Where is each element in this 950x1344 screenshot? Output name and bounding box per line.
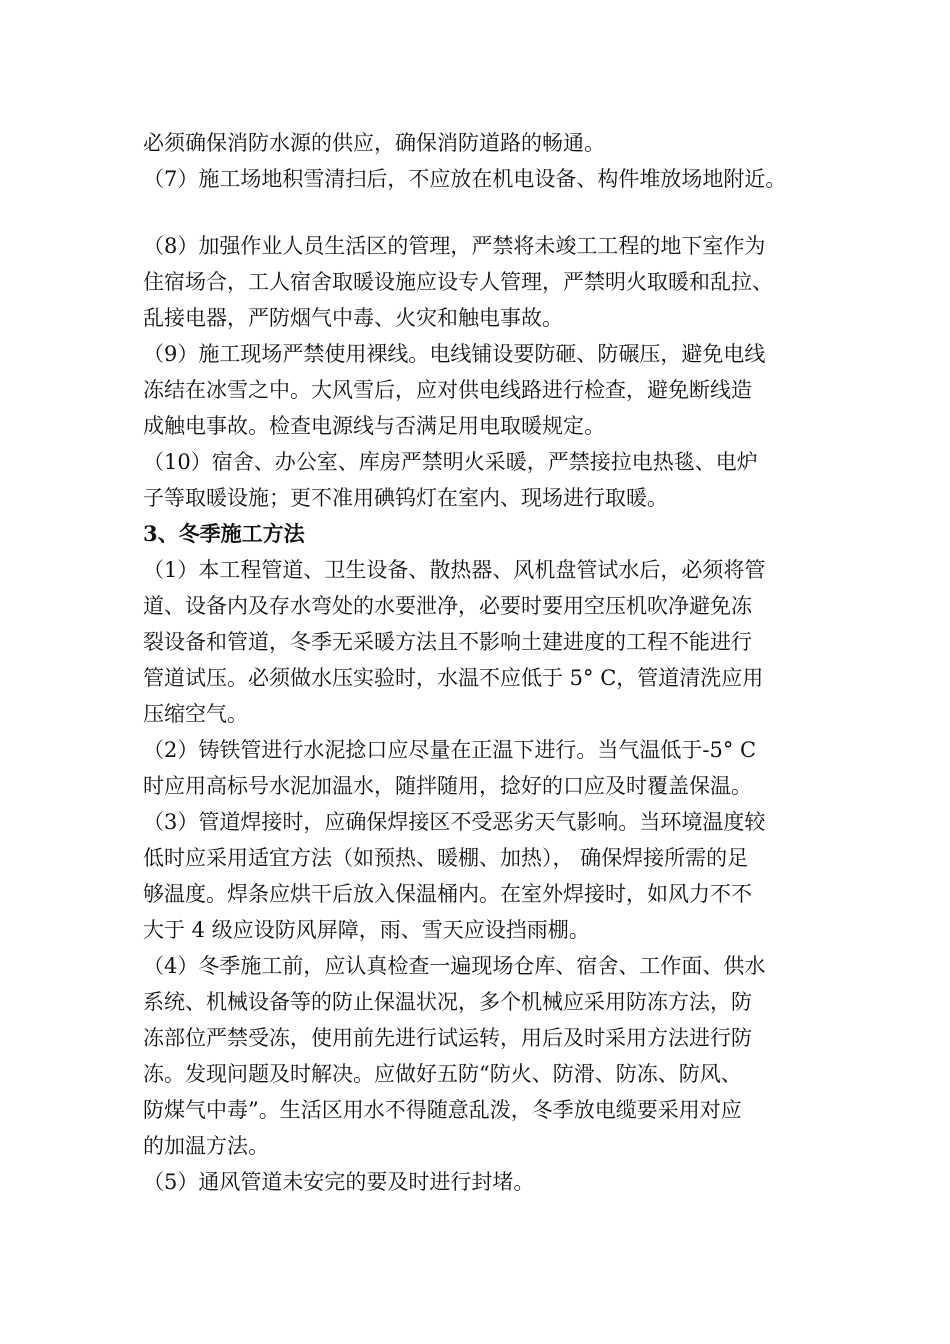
paragraph-line: 道、设备内及存水弯处的水要泄净，必要时要用空压机吹净避免冻	[143, 594, 752, 618]
paragraph-line: 冻部位严禁受冻，使用前先进行试运转，用后及时采用方法进行防	[143, 1026, 752, 1050]
paragraph-line: （4）冬季施工前，应认真检查一遍现场仓库、宿舍、工作面、供水	[143, 954, 766, 978]
paragraph-line: （7）施工场地积雪清扫后，不应放在机电设备、构件堆放场地附近。	[143, 167, 787, 191]
paragraph-line: 必须确保消防水源的供应，确保消防道路的畅通。	[143, 131, 605, 155]
paragraph-line: 管道试压。必须做水压实验时，水温不应低于 5° C，管道清洗应用	[143, 666, 764, 690]
paragraph-line: 的加温方法。	[143, 1134, 269, 1158]
paragraph-line: 冻结在冰雪之中。大风雪后，应对供电线路进行检查，避免断线造	[143, 378, 752, 402]
paragraph-line: 成触电事故。检查电源线与否满足用电取暖规定。	[143, 414, 605, 438]
paragraph-line: （5）通风管道未安完的要及时进行封堵。	[143, 1170, 535, 1194]
paragraph-line: （9）施工现场严禁使用裸线。电线铺设要防砸、防碾压，避免电线	[143, 342, 766, 366]
paragraph-line: （2）铸铁管进行水泥捻口应尽量在正温下进行。当气温低于-5° C	[143, 738, 757, 762]
text-block-top	[143, 125, 823, 197]
paragraph-line: 低时应采用适宜方法（如预热、暖棚、加热）， 确保焊接所需的足	[143, 846, 749, 870]
paragraph-line: （10）宿舍、办公室、库房严禁明火采暖，严禁接拉电热毯、电炉	[143, 450, 758, 474]
paragraph-line: 乱接电器，严防烟气中毒、火灾和触电事故。	[143, 306, 563, 330]
paragraph-line: 子等取暖设施；更不准用碘钨灯在室内、现场进行取暖。	[143, 486, 668, 510]
paragraph-line: 够温度。焊条应烘干后放入保温桶内。在室外焊接时，如风力不不	[143, 882, 752, 906]
paragraph-line: 大于 4 级应设防风屏障，雨、雪天应设挡雨棚。	[143, 918, 590, 942]
paragraph-line: 裂设备和管道，冬季无采暖方法且不影响土建进度的工程不能进行	[143, 630, 752, 654]
paragraph-line: 防煤气中毒”。生活区用水不得随意乱泼，冬季放电缆要采用对应	[143, 1098, 742, 1122]
text-block-main	[143, 228, 823, 1200]
paragraph-line: 系统、机械设备等的防止保温状况，多个机械应采用防冻方法，防	[143, 990, 752, 1014]
paragraph-line: （3）管道焊接时，应确保焊接区不受恶劣天气影响。当环境温度较	[143, 810, 766, 834]
paragraph-line: 压缩空气。	[143, 702, 248, 726]
paragraph-line: （1）本工程管道、卫生设备、散热器、风机盘管试水后，必须将管	[143, 558, 766, 582]
paragraph-line: （8）加强作业人员生活区的管理，严禁将未竣工工程的地下室作为	[143, 234, 766, 258]
paragraph-line: 住宿场合，工人宿舍取暖设施应设专人管理，严禁明火取暖和乱拉、	[143, 270, 773, 294]
paragraph-line: 时应用高标号水泥加温水，随拌随用，捻好的口应及时覆盖保温。	[143, 774, 752, 798]
section-heading: 3、冬季施工方法	[143, 521, 305, 546]
paragraph-line: 冻。发现问题及时解决。应做好五防“防火、防滑、防冻、防风、	[143, 1062, 742, 1086]
